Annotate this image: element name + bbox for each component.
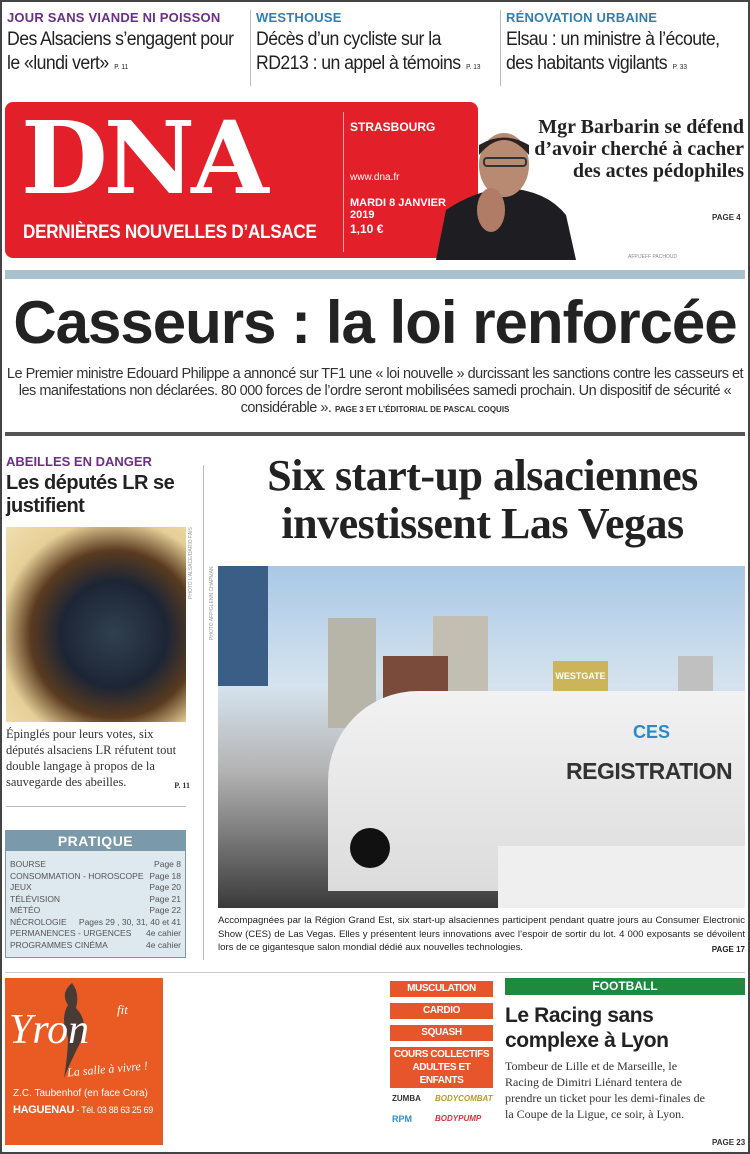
ad-slogan: La salle à vivre ! xyxy=(66,1058,149,1080)
photo-credit: PHOTO L’ALSACE/DARIO FAIS xyxy=(188,527,194,599)
photo-credit: AFP/JEFF PACHOUD xyxy=(628,254,678,260)
pratique-page: Page 8 xyxy=(154,859,181,869)
pratique-box xyxy=(5,830,186,958)
pratique-page: Page 20 xyxy=(149,882,181,892)
pratique-row xyxy=(6,894,185,906)
masthead-subtitle: DERNIÈRES NOUVELLES D’ALSACE xyxy=(23,222,317,243)
bees-text: Épinglés pour leurs votes, six députés alsaciens LR réfutent tout double langage à propos de la sauvegarde des abeilles. P. 11 xyxy=(6,727,190,790)
football-text: Tombeur de Lille et de Marseille, le Racing de Dimitri Liénard tentera de prendre un ticket pour les demi-finales de la Coupe de la Ligue, ce soir, à Lyon. xyxy=(505,1059,705,1121)
divider xyxy=(250,10,251,86)
pratique-label: NÉCROLOGIE xyxy=(10,916,67,927)
pratique-row xyxy=(6,859,185,871)
pratique-label: CONSOMMATION - HOROSCOPE xyxy=(10,870,144,881)
pratique-row xyxy=(6,871,185,883)
pratique-page: Page 21 xyxy=(149,893,181,904)
zumba-logo: ZUMBA xyxy=(392,1094,421,1103)
teaser-kicker: WESTHOUSE xyxy=(256,10,342,25)
divider xyxy=(203,465,204,960)
pratique-label: TÉLÉVISION xyxy=(10,893,61,904)
section-rule xyxy=(5,432,745,436)
yron-fit-ad[interactable] xyxy=(5,978,163,1145)
teaser-kicker: JOUR SANS VIANDE NI POISSON xyxy=(7,10,221,25)
pratique-row xyxy=(6,905,185,917)
website[interactable]: www.dna.fr xyxy=(350,172,400,183)
price: 1,10 € xyxy=(350,222,384,236)
divider xyxy=(5,972,745,973)
ad-contact: HAGUENAU - Tél. 03 88 63 25 69 xyxy=(13,1104,153,1116)
pratique-label: BOURSE xyxy=(10,859,46,869)
pratique-page: 4e cahier xyxy=(146,928,181,938)
teaser-lundi-vert[interactable] xyxy=(7,10,247,80)
bees-kicker: ABEILLES EN DANGER xyxy=(6,454,152,469)
pratique-title: PRATIQUE xyxy=(6,831,185,851)
divider xyxy=(500,10,501,86)
pratique-row xyxy=(6,917,185,929)
teaser-title: Des Alsaciens s’engagent pour le «lundi vert» P. 11 xyxy=(7,29,234,74)
teaser-title: Décès d’un cycliste sur la RD213 : un appel à témoins P. 13 xyxy=(256,29,481,74)
lead-headline[interactable]: Casseurs : la loi renforcée xyxy=(13,289,737,356)
divider xyxy=(6,806,186,807)
ad-address: Z.C. Taubenhof (en face Cora) xyxy=(13,1088,148,1099)
masthead xyxy=(5,99,478,258)
pratique-row xyxy=(6,940,185,952)
teaser-title: Elsau : un ministre à l’écoute, des habitants vigilants P. 33 xyxy=(506,29,720,74)
pratique-page: Page 22 xyxy=(149,905,181,915)
teaser-elsau[interactable] xyxy=(506,10,746,80)
football-kicker: FOOTBALL xyxy=(505,978,745,995)
bees-headline[interactable]: Les députés LR se justifient xyxy=(6,472,175,517)
bodypump-logo: BODYPUMP xyxy=(435,1114,482,1123)
ces-headline[interactable]: Six start-up alsaciennes investissent Las Vegas xyxy=(267,451,698,548)
pratique-label: PERMANENCES - URGENCES xyxy=(10,928,132,938)
date: MARDI 8 JANVIER 2019 xyxy=(350,197,446,221)
barbarin-headline[interactable]: Mgr Barbarin se défend d’avoir cherché à cacher des actes pédophiles xyxy=(534,116,744,182)
pratique-page: Page 18 xyxy=(149,870,181,881)
ad-item: SQUASH xyxy=(390,1025,493,1041)
football-headline[interactable]: Le Racing sans complexe à Lyon xyxy=(505,1004,669,1052)
pratique-label: JEUX xyxy=(10,882,32,892)
photo-credit: PHOTO AFP/GLENN CHAPMAN xyxy=(209,566,215,640)
dna-logo: DNA xyxy=(21,99,265,217)
lead-deck: Le Premier ministre Edouard Philippe a annoncé sur TF1 une « loi nouvelle » durcissant les sanctions contre les casseurs et les manifestations non déclarées. 80 000 forces de l’ordre seront mobilisées samedi prochain. Un dispositif de sécurité « considérable ». PAGE 3 ET L’ÉDITORIAL DE PASCAL COQUIS xyxy=(6,366,744,416)
bees-photo xyxy=(6,527,186,722)
ad-item: CARDIO xyxy=(390,1003,493,1019)
edition: STRASBOURG xyxy=(350,120,436,134)
pratique-page: Pages 29 , 30, 31, 40 et 41 xyxy=(78,916,181,927)
pratique-row xyxy=(6,928,185,940)
barbarin-page: PAGE 4 xyxy=(712,213,741,222)
football-page: PAGE 23 xyxy=(712,1138,746,1147)
bodycombat-logo: BODYCOMBAT xyxy=(435,1094,493,1103)
ces-caption: Accompagnées par la Région Grand Est, six start-up alsaciennes participent pendant quatre jours au Consumer Electronic Show (CES) de Las Vegas. Elles y présentent leurs innovations avec l’espoir de sortir du lot. 4 000 exposants se dévoilent lors de ce gigantesque salon mondial dédié aux nouvelles technologies. PAGE 17 xyxy=(218,915,745,954)
ces-photo xyxy=(218,566,745,908)
ad-item: MUSCULATION xyxy=(390,981,493,997)
pratique-page: 4e cahier xyxy=(146,939,181,950)
ad-item: COURS COLLECTIFS ADULTES ET ENFANTS xyxy=(390,1047,493,1088)
teaser-kicker: RÉNOVATION URBAINE xyxy=(506,10,658,25)
pratique-label: PROGRAMMES CINÉMA xyxy=(10,939,108,950)
westgate-sign: WESTGATE xyxy=(553,661,608,701)
ces-logo: CES xyxy=(633,722,671,742)
rpm-logo: RPM xyxy=(392,1114,412,1124)
ad-brand: Yron xyxy=(9,1007,90,1053)
registration-sign: REGISTRATION xyxy=(566,758,733,784)
separator-bar xyxy=(5,270,745,279)
teaser-westhouse[interactable] xyxy=(256,10,496,80)
ad-brand-sup: fit xyxy=(117,1002,128,1017)
pratique-label: MÉTÉO xyxy=(10,905,41,915)
pratique-row xyxy=(6,882,185,894)
